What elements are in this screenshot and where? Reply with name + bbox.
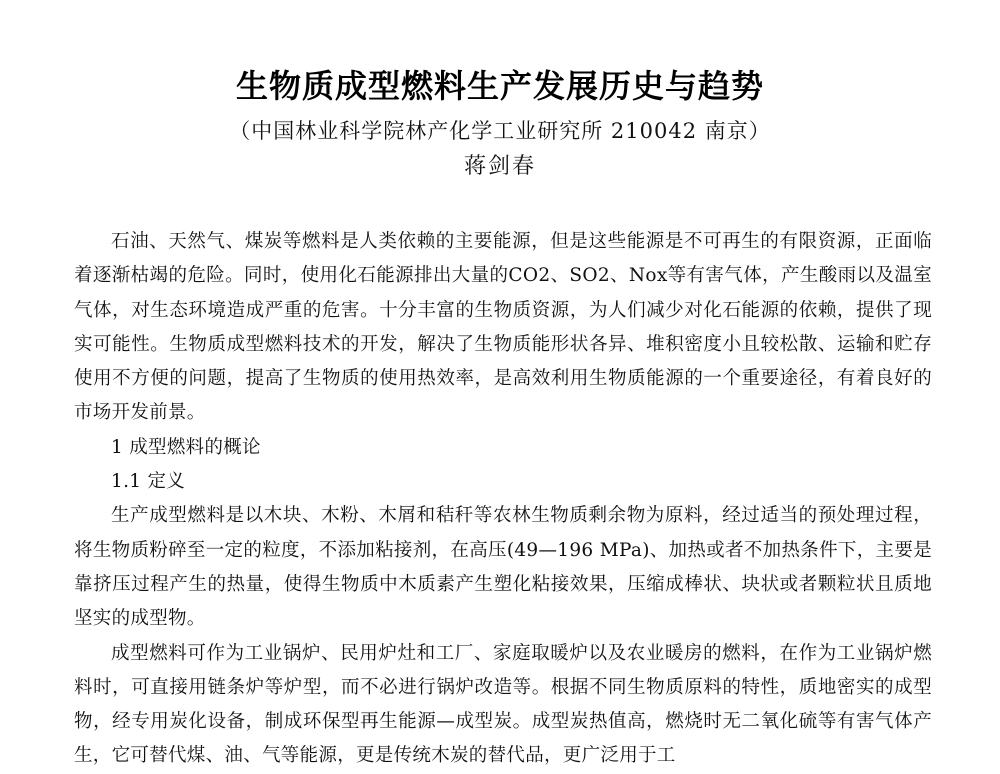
subsection-heading: 1.1 定义 bbox=[111, 471, 186, 493]
definition-paragraph: 生产成型燃料是以木块、木粉、木屑和秸秆等农林生物质剩余物为原料，经过适当的预处理过程，将生物质粉碎至一定的粒度，不添加粘接剂，在高压(49—196 MPa)、加热或者不加热条件下，主要是靠挤压过程产生的热量，使得生物质中木质素产生塑化粘接效果，压缩成棒状、块状或者颗粒状且质地坚实的成型物。 bbox=[74, 505, 932, 630]
author-affiliation: （中国林业科学院林产化学工业研究所 210042 南京） bbox=[229, 119, 771, 143]
author-name: 蒋剑春 bbox=[463, 154, 536, 179]
section-heading: 1 成型燃料的概论 bbox=[111, 436, 261, 458]
paper-body bbox=[74, 225, 932, 774]
intro-paragraph: 石油、天然气、煤炭等燃料是人类依赖的主要能源，但是这些能源是不可再生的有限资源，正面临着逐渐枯竭的危险。同时，使用化石能源排出大量的CO2、SO2、Nox等有害气体，产生酸雨以及温室气体，对生态环境造成严重的危害。十分丰富的生物质资源，为人们减少对化石能源的依赖，提供了现实可能性。生物质成型燃料技术的开发，解决了生物质能形状各异、堆积密度小且较松散、运输和贮存使用不方便的问题，提高了生物质的使用热效率，是高效利用生物质能源的一个重要途径，有着良好的市场开发前景。 bbox=[74, 231, 932, 424]
usage-paragraph: 成型燃料可作为工业锅炉、民用炉灶和工厂、家庭取暖炉以及农业暖房的燃料，在作为工业锅炉燃料时，可直接用链条炉等炉型，而不必进行锅炉改造等。根据不同生物质原料的特性，质地密实的成型物，经专用炭化设备，制成环保型再生能源—成型炭。成型炭热值高，燃烧时无二氧化硫等有害气体产生，它可替代煤、油、气等能源，更是传统木炭的替代品，更广泛用于工 bbox=[74, 642, 932, 767]
paper-title: 生物质成型燃料生产发展历史与趋势 bbox=[235, 67, 764, 105]
